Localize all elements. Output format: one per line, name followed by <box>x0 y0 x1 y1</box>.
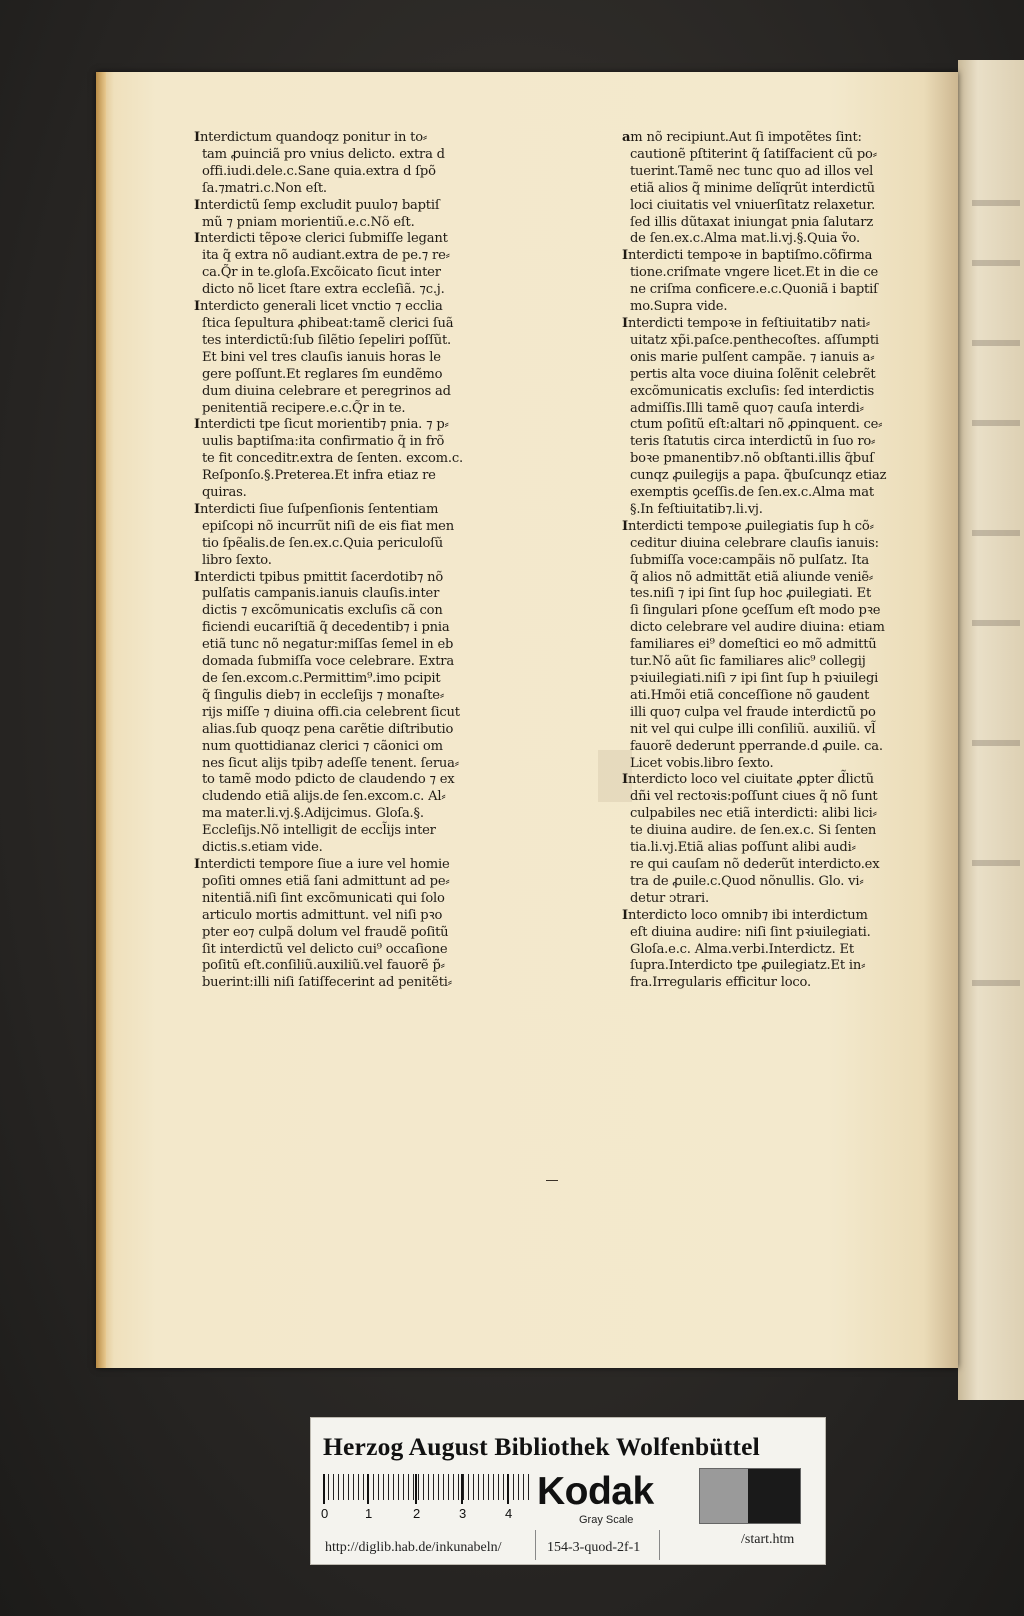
entry-paragraph <box>622 248 922 316</box>
entry-first-line: Interdicti tpe ſicut morientib⁊ pnia. ⁊ p⸗ <box>194 417 449 433</box>
entry-line: dñi vel rectoꝛis:poſſunt ciues q̃ nõ ſunt <box>630 789 878 805</box>
entry-line: q̃ alios nõ admittãt etiã aliunde veniẽ⸗ <box>630 569 874 585</box>
entry-line: Reſponſo.§.Preterea.Et infra etiaz re <box>202 468 436 484</box>
kodak-logo <box>537 1470 685 1532</box>
right-text-column <box>622 130 922 992</box>
entry-first-line: Interdictũ ſemp excludit puulo⁊ baptiſ <box>194 197 440 213</box>
entry-line: q̃ ſingulis dieb⁊ in eccleſijs ⁊ monaſte⸗ <box>202 687 444 703</box>
ruler-major-tick <box>367 1474 369 1504</box>
entry-line: nes ſicut alijs tpib⁊ adeſſe tenent. ſerua⸗ <box>202 755 459 771</box>
entry-line: §.In feſtiuitatib⁊.li.vj. <box>630 501 763 517</box>
entry-line: re qui cauſam nõ dederũt interdicto.ex <box>630 856 880 872</box>
entry-line: tia.li.vj.Etiã alias poſſunt alibi audi⸗ <box>630 840 856 856</box>
entry-line: tuerint.Tamẽ nec tunc quo ad illos vel <box>630 163 874 179</box>
entry-line: pꝛiuilegiati.niſi ⁊ ipi ſint ſup h pꝛiuilegi <box>630 671 879 686</box>
entry-line: familiares ei⁹ domeſtici eo mõ admittũ <box>630 637 877 653</box>
entry-line: eſt diuina audire: niſi ſint pꝛiuilegiati. <box>630 924 871 940</box>
entry-paragraph <box>622 519 922 773</box>
entry-first-line: Interdicti tẽpoꝛe clerici ſubmiſſe legant <box>194 231 448 247</box>
entry-paragraph <box>622 130 922 248</box>
entry-paragraph <box>622 772 922 907</box>
entry-line: tes interdictũ:ſub ſilẽtio ſepeliri poſſũt. <box>202 332 452 348</box>
ghost-text <box>972 340 1020 346</box>
entry-line: cautionẽ pſtiterint q̃ ſatiſfacient cũ po⸗ <box>630 146 877 162</box>
entry-line: tur.Nõ aũt ſic familiares alic⁹ collegij <box>630 654 866 670</box>
entry-first-line: Interdicto loco vel ciuitate ꝓpter d̃lictũ <box>622 772 874 788</box>
entry-first-line: Interdicto generali licet vnctio ⁊ ecclia <box>194 299 443 315</box>
entry-line: ficiendi eucariſtiã q̃ decedentib⁊ i pnia <box>202 620 450 636</box>
entry-line: ctum poſitũ eſt:altari nõ ꝓpinquent. ce⸗ <box>630 417 883 433</box>
entry-line: ceditur diuina celebrare clauſis ianuis: <box>630 535 879 551</box>
entry-line: offi.iudi.dele.c.Sane quia.extra d ſpõ <box>202 163 436 179</box>
divider <box>535 1530 536 1560</box>
entry-line: nitentiã.niſi ſint excõmunicati qui ſolo <box>202 890 445 906</box>
entry-line: epiſcopi nõ incurrũt niſi de eis fiat men <box>202 518 454 534</box>
ghost-text <box>972 620 1020 626</box>
entry-line: buerint:illi niſi ſatiſfecerint ad penitẽti⸗ <box>202 975 452 991</box>
entry-line: culpabiles nec etiã interdicti: alibi lici⸗ <box>630 806 877 822</box>
entry-line: gere poſſunt.Et reglares ſm eundẽmo <box>202 366 443 382</box>
ghost-text <box>972 260 1020 266</box>
entry-line: poſiti omnes etiã ſani admittunt ad pe⸗ <box>202 873 450 889</box>
entry-line: te diuina audire. de ſen.ex.c. Si ſenten <box>630 823 877 839</box>
entry-line: dicto nõ licet ſtare extra eccleſiã. ⁊c.j. <box>202 282 445 298</box>
entry-line: dictis ⁊ excõmunicatis excluſis cã con <box>202 603 443 619</box>
entry-line: pulſatis campanis.ianuis clauſis.inter <box>202 586 440 602</box>
entry-line: pertis alta voce diuina ſolẽnit celebrẽt <box>630 366 876 382</box>
entry-line: alias.ſub quoqz pena carẽtie diſtributio <box>202 721 454 737</box>
entry-first-line: Interdicti tempoꝛe ꝓuilegiatis ſup h cõ⸗ <box>622 518 874 534</box>
entry-paragraph <box>194 857 594 992</box>
entry-line: libro ſexto. <box>202 552 272 568</box>
ruler-number: 3 <box>459 1506 467 1521</box>
entry-line: detur ↄtrari. <box>630 890 709 906</box>
ruler-ticks <box>323 1474 531 1500</box>
label-footer <box>311 1528 825 1564</box>
entry-line: exemptis ꝯceſſis.de ſen.ex.c.Alma mat <box>630 485 874 501</box>
entry-paragraph <box>194 417 594 502</box>
ruler-number: 2 <box>413 1506 421 1521</box>
entry-first-line: Interdicto loco omnib⁊ ibi interdictum <box>622 907 868 923</box>
entry-line: dum diuina celebrare et peregrinos ad <box>202 383 451 399</box>
gray-scale-patch <box>699 1468 801 1524</box>
entry-paragraph <box>622 316 922 519</box>
ruler-major-tick <box>323 1474 325 1504</box>
entry-line: ſa.⁊matri.c.Non eſt. <box>202 180 327 196</box>
ruler-number: 4 <box>505 1506 513 1521</box>
collection-url: http://diglib.hab.de/inkunabeln/ <box>325 1540 502 1555</box>
ghost-text <box>972 980 1020 986</box>
ruler-major-tick <box>461 1474 463 1504</box>
entry-line: onis marie pulſent campãe. ⁊ ianuis a⸗ <box>630 349 875 365</box>
entry-line: ſubmiſſa voce:campãis nõ pulſatz. Ita <box>630 552 869 568</box>
entry-line: num quottidianaz clerici ⁊ cãonici om <box>202 738 443 754</box>
entry-paragraph <box>194 570 594 857</box>
entry-line: ſi ſingulari pſone ꝯceſſum eſt modo pꝛe <box>630 603 881 619</box>
entry-line: pter eo⁊ culpã dolum vel fraudẽ poſitũ <box>202 924 449 940</box>
ghost-text <box>972 740 1020 746</box>
entry-line: Licet vobis.libro ſexto. <box>630 755 774 771</box>
entry-first-line: Interdicti tempoꝛe in baptiſmo.cõfirma <box>622 248 873 264</box>
entry-line: te fit conceditr.extra de ſenten. excom.c. <box>202 451 463 467</box>
entry-line: cunqz ꝓuilegijs a papa. q̃buſcunqz etiaz <box>630 468 887 484</box>
kodak-wordmark: Kodak <box>537 1470 654 1513</box>
entry-line: tio ſpẽalis.de ſen.ex.c.Quia periculoſũ <box>202 535 444 551</box>
entry-line: tes.niſi ⁊ ipi ſint ſup hoc ꝓuilegiati. Et <box>630 586 872 602</box>
entry-line: rijs miſſe ⁊ diuina offi.cia celebrent ſicut <box>202 704 460 720</box>
entry-line: de ſen.excom.c.Permittim⁹.imo pcipit <box>202 671 441 686</box>
entry-line: ati.Hmõi etiã conceſſione nõ gaudent <box>630 687 870 703</box>
entry-paragraph <box>194 502 594 570</box>
entry-line: teris ſtatutis circa interdictũ in ſuo ro⸗ <box>630 434 876 450</box>
entry-line: to tamẽ modo pdicto de claudendo ⁊ ex <box>202 772 455 788</box>
ruler-major-tick <box>415 1474 417 1504</box>
entry-line: illi quo⁊ culpa vel fraude interdictũ po <box>630 704 876 720</box>
entry-paragraph <box>194 130 594 198</box>
entry-line: admiſſis.Illi tamẽ quo⁊ cauſa interdi⸗ <box>630 400 864 416</box>
entry-line: fra.Irregularis efficitur loco. <box>630 975 811 991</box>
entry-line: ca.Q̃r in te.gloſa.Excõicato ſicut inter <box>202 265 441 281</box>
entry-paragraph <box>194 231 594 299</box>
ruler-major-tick <box>507 1474 509 1504</box>
entry-line: mo.Supra vide. <box>630 299 728 315</box>
entry-line: ne criſma conficere.e.c.Quoniã i baptiſ <box>630 282 878 298</box>
page-footer-mark <box>546 1180 558 1181</box>
ghost-text <box>972 200 1020 206</box>
entry-line: etiã tunc nõ negatur:miſſas ſemel in eb <box>202 637 454 653</box>
ruler-number: 1 <box>365 1506 373 1521</box>
entry-line: ma mater.li.vj.§.Adijcimus. Gloſa.§. <box>202 806 424 822</box>
entry-first-line: Interdicti tempore ſiue a iure vel homie <box>194 856 450 872</box>
entry-first-line: Interdicti ſiue ſuſpenſionis ſententiam <box>194 501 439 517</box>
entry-line: loci ciuitatis vel vniuerſitatz relaxetur. <box>630 197 876 213</box>
entry-line: tione.criſmate vngere licet.Et in die ce <box>630 265 879 281</box>
entry-line: nit vel qui culpe illi conſiliũ. auxiliũ. vl̃ <box>630 721 876 737</box>
entry-line: uulis baptiſma:ita confirmatio q̃ in frõ <box>202 434 445 450</box>
entry-first-line: Interdicti tpibus pmittit ſacerdotib⁊ nõ <box>194 569 444 585</box>
left-text-column <box>194 130 594 992</box>
entry-line: penitentiã recipere.e.c.Q̃r in te. <box>202 400 406 416</box>
entry-line: mũ ⁊ pniam morientiũ.e.c.Nõ eſt. <box>202 214 415 230</box>
entry-line: tam ꝓuinciã pro vnius delicto. extra d <box>202 146 445 162</box>
entry-first-line: Interdicti tempoꝛe in feſtiuitatib⁊ nati⸗ <box>622 315 870 331</box>
entry-line: Et bini vel tres clauſis ianuis horas le <box>202 349 441 365</box>
entry-line: dicto celebrare vel audire diuina: etiam <box>630 620 885 636</box>
entry-line: dictis.s.etiam vide. <box>202 840 323 856</box>
facing-page-edge <box>958 60 1024 1400</box>
entry-line: Gloſa.e.c. Alma.verbi.Interdictz. Et <box>630 941 854 957</box>
entry-line: ita q̃ extra nõ audiant.extra de pe.⁊ re⸗ <box>202 248 450 264</box>
ghost-text <box>972 420 1020 426</box>
entry-line: boꝛe pmanentib⁊.nõ obſtanti.illis q̃buſ <box>630 451 874 467</box>
entry-paragraph <box>194 299 594 417</box>
entry-line: articulo mortis admittunt. vel niſi pꝛo <box>202 907 443 923</box>
shelf-signature: 154-3-quod-2f-1 <box>547 1540 641 1555</box>
entry-line: domada ſubmiſſa voce celebrare. Extra <box>202 654 454 670</box>
measure-ruler <box>323 1474 531 1522</box>
entry-line: excõmunicatis excluſis: ſed interdictis <box>630 383 875 399</box>
gray-scale-caption: Gray Scale <box>579 1514 634 1526</box>
ghost-text <box>972 530 1020 536</box>
entry-line: ſit interdictũ vel delicto cui⁹ occaſione <box>202 941 448 957</box>
entry-line: poſitũ eſt.conſiliũ.auxiliũ.vel fauorẽ p̃⸗ <box>202 958 445 974</box>
entry-line: etiã alios q̃ minime delĩqrũt interdictũ <box>630 180 875 196</box>
entry-line: ſtica ſepultura ꝓhibeat:tamẽ clerici ſuã <box>202 315 454 331</box>
library-title: Herzog August Bibliothek Wolfenbüttel <box>323 1432 760 1461</box>
ruler-number: 0 <box>321 1506 329 1521</box>
entry-line: cludendo etiã alijs.de ſen.excom.c. Al⸗ <box>202 789 446 805</box>
entry-paragraph <box>194 198 594 232</box>
start-link[interactable]: /start.htm <box>741 1532 795 1547</box>
entry-paragraph <box>622 908 922 993</box>
entry-first-line: Interdictum quandoqz ponitur in to⸗ <box>194 130 428 145</box>
library-label <box>310 1417 826 1565</box>
entry-line: Eccleſijs.Nõ intelligit de eccl̃ijs inter <box>202 823 436 839</box>
entry-line: tra de ꝓuile.c.Quod nõnullis. Glo. vi⸗ <box>630 873 864 889</box>
ghost-text <box>972 860 1020 866</box>
entry-first-line: am nõ recipiunt.Aut ſi impotẽtes ſint: <box>622 130 862 145</box>
entry-line: ſed illis dũtaxat iniungat pnia ſalutarz <box>630 214 874 230</box>
entry-line: uitatz xp̃i.paſce.penthecoſtes. aſſumpti <box>630 332 879 348</box>
divider <box>659 1530 660 1560</box>
entry-line: de ſen.ex.c.Alma mat.li.vj.§.Quia ṽo. <box>630 231 860 247</box>
entry-line: fauorẽ dederunt pperrande.d ꝓuile. ca. <box>630 738 883 754</box>
entry-line: ſupra.Interdicto tpe ꝓuilegiatz.Et in⸗ <box>630 958 866 974</box>
entry-line: quiras. <box>202 485 247 501</box>
